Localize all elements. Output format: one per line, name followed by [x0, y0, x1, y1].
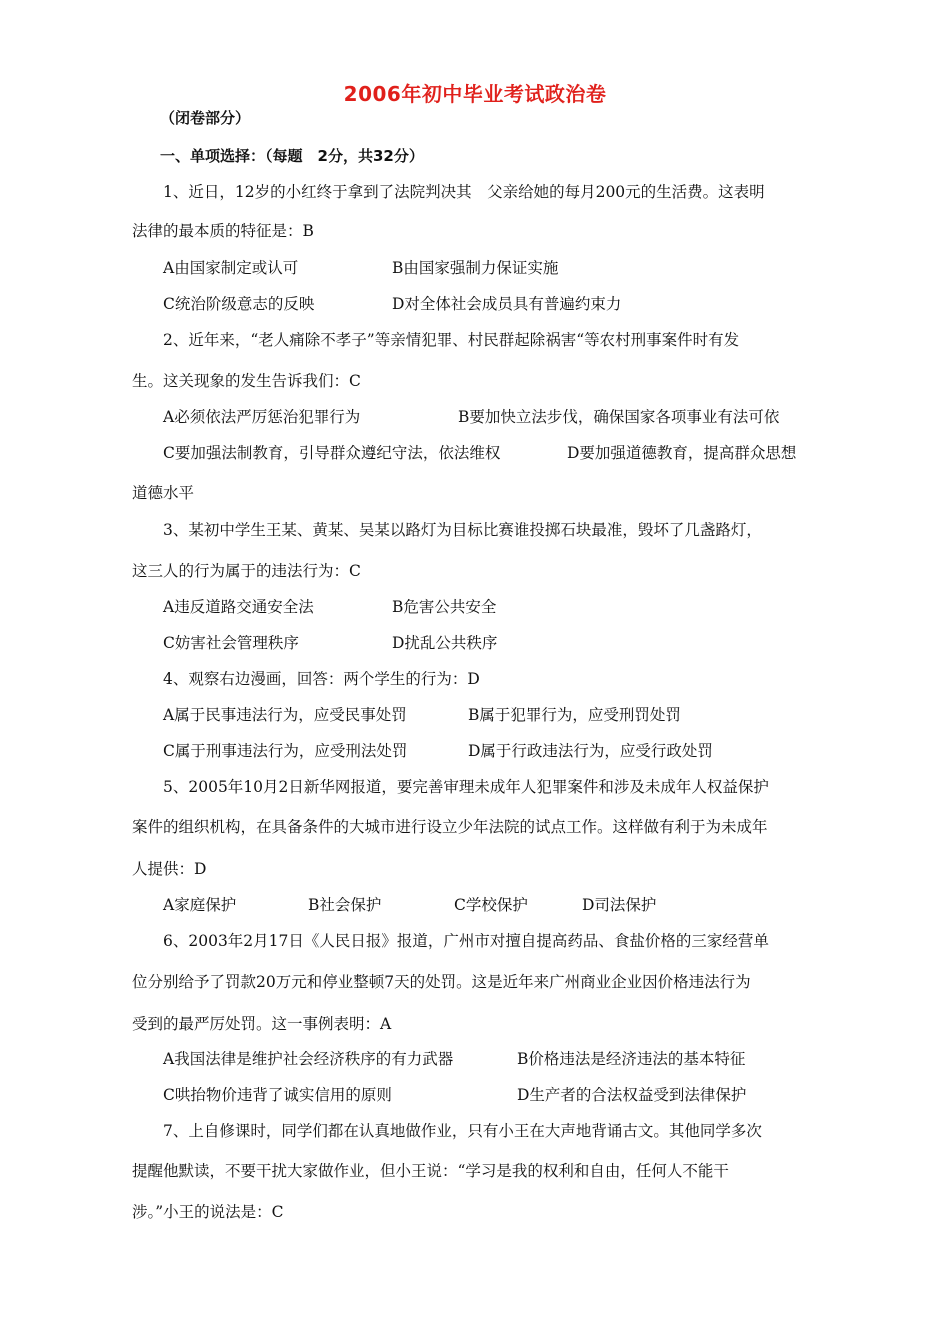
- q5-option-d: D司法保护: [582, 896, 657, 914]
- q3-option-a: A违反道路交通安全法: [163, 598, 314, 616]
- question-6-text-cont-2: 受到的最严厉处罚。这一事例表明：A: [132, 1015, 392, 1033]
- page-title: 2006年初中毕业考试政治卷: [343, 82, 607, 106]
- question-6-text-cont: 位分别给予了罚款20万元和停业整顿7天的处罚。这是近年来广州商业企业因价格违法行为: [132, 973, 751, 991]
- q2-option-b: B要加快立法步伐，确保国家各项事业有法可依: [458, 408, 780, 426]
- q1-option-b: B由国家强制力保证实施: [392, 259, 559, 277]
- q6-option-b: B价格违法是经济违法的基本特征: [517, 1050, 746, 1068]
- q1-option-a: A由国家制定或认可: [163, 259, 299, 277]
- q5-option-b: B社会保护: [308, 896, 382, 914]
- question-1-text: 1、近日，12岁的小红终于拿到了法院判决其 父亲给她的每月200元的生活费。这表明: [163, 183, 765, 201]
- question-7-text: 7、上自修课时，同学们都在认真地做作业，只有小王在大声地背诵古文。其他同学多次: [163, 1122, 762, 1140]
- question-3-text: 3、某初中学生王某、黄某、吴某以路灯为目标比赛谁投掷石块最准，毁坏了几盏路灯，: [163, 521, 762, 539]
- q3-option-c: C妨害社会管理秩序: [163, 634, 299, 652]
- part-label: （闭卷部分）: [160, 109, 251, 127]
- q2-option-d-cont: 道德水平: [132, 484, 195, 502]
- q2-option-d: D要加强道德教育，提高群众思想: [567, 444, 797, 462]
- question-5-text: 5、2005年10月2日新华网报道，要完善审理未成年人犯罪案件和涉及未成年人权益保护: [163, 778, 769, 796]
- q4-option-c: C属于刑事违法行为，应受刑法处罚: [163, 742, 408, 760]
- question-5-text-cont: 案件的组织机构，在具备条件的大城市进行设立少年法院的试点工作。这样做有利于为未成年: [132, 818, 768, 836]
- question-5-text-cont-2: 人提供：D: [132, 860, 207, 878]
- section-heading: 一、单项选择：（每题 2分，共32分）: [160, 147, 424, 165]
- q2-option-c: C要加强法制教育，引导群众遵纪守法，依法维权: [163, 444, 501, 462]
- question-3-text-cont: 这三人的行为属于的违法行为：C: [132, 562, 361, 580]
- q1-option-c: C统治阶级意志的反映: [163, 295, 315, 313]
- question-2-text: 2、近年来，“老人痛除不孝子”等亲情犯罪、村民群起除祸害“等农村刑事案件时有发: [163, 331, 740, 349]
- q6-option-d: D生产者的合法权益受到法律保护: [517, 1086, 747, 1104]
- q5-option-a: A家庭保护: [163, 896, 237, 914]
- question-1-text-cont: 法律的最本质的特征是：B: [132, 222, 314, 240]
- q6-option-c: C哄抬物价违背了诚实信用的原则: [163, 1086, 392, 1104]
- q1-option-d: D对全体社会成员具有普遍约束力: [392, 295, 622, 313]
- question-4-text: 4、观察右边漫画，回答：两个学生的行为：D: [163, 670, 480, 688]
- question-2-text-cont: 生。这关现象的发生告诉我们：C: [132, 372, 361, 390]
- q4-option-b: B属于犯罪行为，应受刑罚处罚: [468, 706, 681, 724]
- q5-option-c: C学校保护: [454, 896, 528, 914]
- q6-option-a: A我国法律是维护社会经济秩序的有力武器: [163, 1050, 454, 1068]
- q4-option-d: D属于行政违法行为，应受行政处罚: [468, 742, 713, 760]
- q3-option-d: D扰乱公共秩序: [392, 634, 498, 652]
- q2-option-a: A必须依法严厉惩治犯罪行为: [163, 408, 361, 426]
- question-7-text-cont-2: 涉。”小王的说法是：C: [132, 1203, 284, 1221]
- q4-option-a: A属于民事违法行为，应受民事处罚: [163, 706, 407, 724]
- question-6-text: 6、2003年2月17日《人民日报》报道，广州市对擅自提高药品、食盐价格的三家经营单: [163, 932, 769, 950]
- question-7-text-cont: 提醒他默读，不要干扰大家做作业，但小王说：“学习是我的权利和自由，任何人不能干: [132, 1162, 729, 1180]
- q3-option-b: B危害公共安全: [392, 598, 497, 616]
